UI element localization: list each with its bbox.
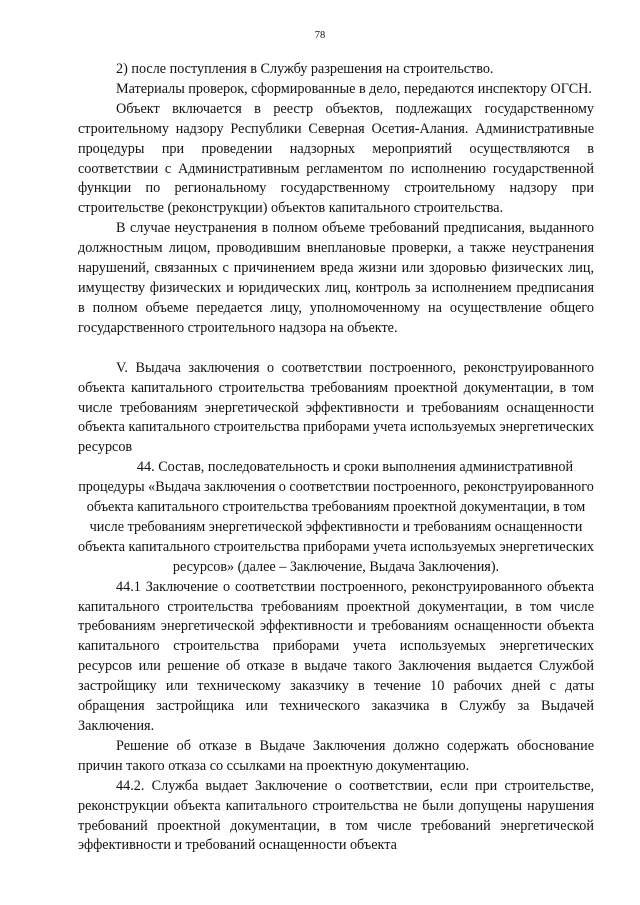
paragraph: Материалы проверок, сформированные в дело, передаются инспектору ОГСН.	[116, 80, 592, 97]
paragraph: 44.1 Заключение о соответствии построенного, реконструированного объекта капитального строительства требованиям проектной документации, в том числе требованиям энергетической эффективности и требованиям оснащенности объекта капитального строительства приборами учета используемых энергетических ресурсов или решение об отказе в выдаче такого Заключения выдается Службой застройщику или техническому заказчику в течение 10 рабочих дней с даты обращения застройщика или технического заказчика в Службу за Выдачей Заключения.	[78, 578, 594, 734]
document-body	[78, 60, 594, 856]
paragraph: В случае неустранения в полном объеме требований предписания, выданного должностным лицом, проводившим внеплановые проверки, а также неустранения нарушений, связанных с причинением вреда жизни или здоровью физических лиц, имуществу физических и юридических лиц, контроль за исполнением предписания в полном объеме передается лицу, уполномоченному на осуществление общего государственного строительного надзора на объекте.	[78, 220, 594, 336]
section-spacer	[78, 339, 594, 359]
paragraph: 2) после поступления в Службу разрешения на строительство.	[116, 61, 494, 77]
page-number: 78	[314, 30, 326, 41]
subsection-title: 44. Состав, последовательность и сроки выполнения административной процедуры «Выдача заключения о соответствии построенного, реконструированного объекта капитального строительства требованиям проектной документации, в том числе требованиям энергетической эффективности и требованиям оснащенности объекта капитального строительства приборами учета используемых энергетических ресурсов» (далее – Заключение, Выдача Заключения).	[78, 459, 594, 575]
section-heading: V. Выдача заключения о соответствии построенного, реконструированного объекта капитального строительства требованиям проектной документации, в том числе требованиям энергетической эффективности и требованиям оснащенности объекта капитального строительства приборами учета используемых энергетических ресурсов	[78, 359, 594, 456]
paragraph: Объект включается в реестр объектов, подлежащих государственному строительному надзору Республики Северная Осетия-Алания. Административные процедуры при проведении надзорных мероприятий осуществляются в соответствии с Административным регламентом по исполнению государственной функции по региональному государственному строительному надзору при строительстве (реконструкции) объектов капитального строительства.	[78, 100, 594, 217]
paragraph: Решение об отказе в Выдаче Заключения должно содержать обоснование причин такого отказа со ссылками на проектную документацию.	[78, 737, 594, 774]
paragraph: 44.2. Служба выдает Заключение о соответствии, если при строительстве, реконструкции объекта капитального строительства не были допущены нарушения требований проектной документации, в том числе требований энергетической эффективности и требований оснащенности объекта	[78, 777, 594, 854]
